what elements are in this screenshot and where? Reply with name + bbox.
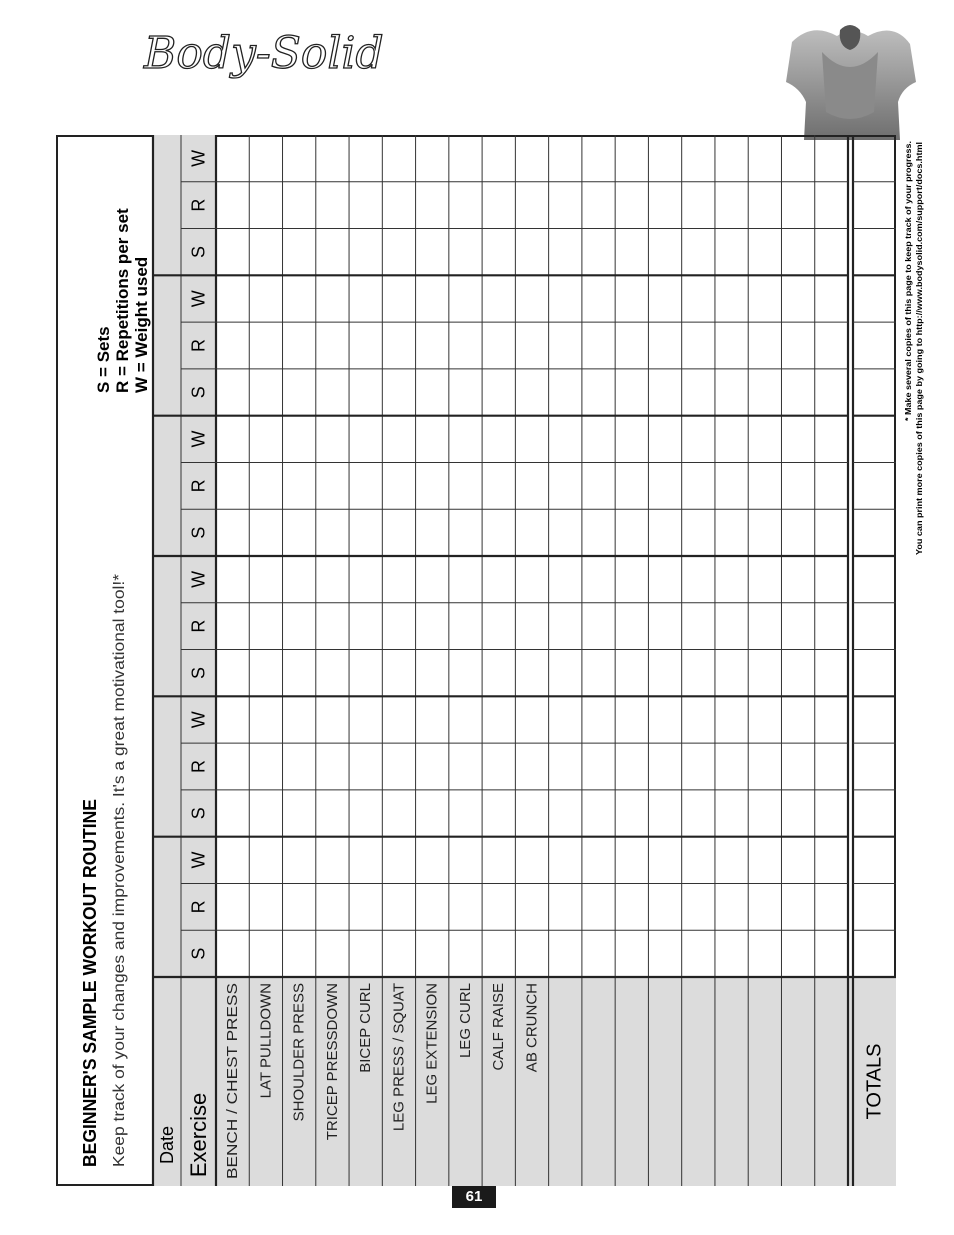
sub-column-label-s: S: [188, 807, 209, 820]
totals-label: TOTALS: [863, 1043, 886, 1120]
exercise-label: Exercise: [186, 1092, 211, 1178]
sub-column-label-w: W: [188, 711, 209, 729]
header-block: [80, 208, 151, 1167]
sub-column-label-r: R: [188, 479, 209, 493]
exercise-name: LEG PRESS / SQUAT: [390, 983, 408, 1132]
footnote: [903, 141, 924, 555]
logo-text: Body-Solid: [144, 28, 384, 79]
sub-column-label-r: R: [188, 619, 209, 633]
sub-column-label-s: S: [188, 526, 209, 539]
legend-sets: S = Sets: [94, 326, 113, 393]
exercise-name: BENCH / CHEST PRESS: [224, 1008, 242, 1179]
sub-column-label-s: S: [188, 386, 209, 399]
sub-column-label-r: R: [188, 198, 209, 212]
exercise-name: LEG EXTENSION: [423, 983, 441, 1104]
exercise-name: LEG CURL: [456, 983, 474, 1059]
sub-column-label-w: W: [188, 149, 209, 167]
sub-column-label-r: R: [188, 900, 209, 914]
legend-reps: R = Repetitions per set: [113, 208, 132, 393]
sub-column-label-r: R: [188, 339, 209, 352]
footnote-line2: You can print more copies of this page by going to http://www.bodysolid.com/support/docs.html: [914, 166, 924, 555]
workout-log-sheet: [56, 135, 924, 1186]
date-band-shade: [153, 135, 181, 1186]
footnote-line1: * Make several copies of this page to keep track of your progress.: [903, 155, 913, 421]
exercise-name: BICEP CURL: [357, 983, 375, 1073]
routine-subtitle: Keep track of your changes and improvements. It's a great motivational tool!*: [111, 622, 128, 1167]
sub-column-label-s: S: [188, 947, 209, 960]
exercise-name: AB CRUNCH: [523, 983, 541, 1073]
exercise-name: CALF RAISE: [490, 983, 508, 1071]
sub-column-label-s: S: [188, 245, 209, 258]
page-number: 61: [452, 1186, 496, 1208]
routine-title: BEGINNER'S SAMPLE WORKOUT ROUTINE: [80, 789, 100, 1167]
legend-weight: W = Weight used: [132, 256, 151, 393]
exercise-name: SHOULDER PRESS: [290, 983, 308, 1122]
sub-column-label-w: W: [188, 851, 209, 869]
sub-column-label-s: S: [188, 666, 209, 679]
sub-column-label-w: W: [188, 430, 209, 448]
body-solid-logo: [140, 22, 440, 86]
athlete-photo: [782, 22, 918, 140]
date-label: Date: [157, 1125, 177, 1165]
sub-column-label-r: R: [188, 760, 209, 773]
sub-column-label-w: W: [188, 290, 209, 308]
exercise-name: LAT PULLDOWN: [257, 983, 275, 1099]
exercise-name: TRICEP PRESSDOWN: [323, 983, 341, 1141]
sub-column-label-w: W: [188, 570, 209, 588]
